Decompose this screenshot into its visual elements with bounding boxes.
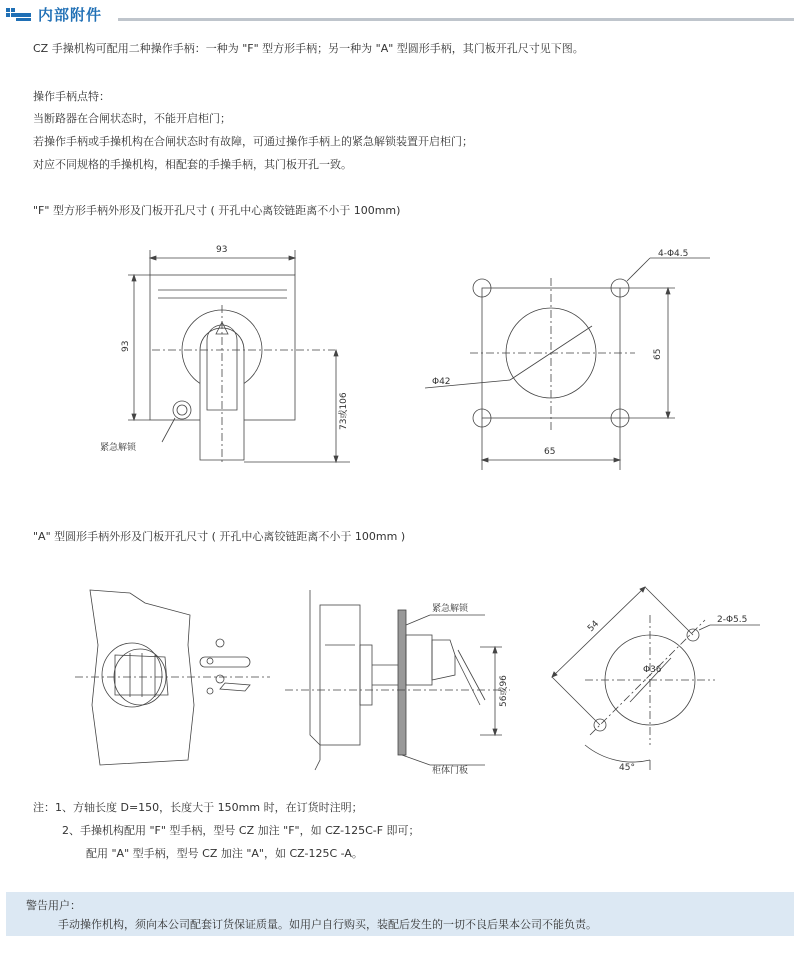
a-cutout-drawing: [545, 580, 795, 780]
note-item: 2、手操机构配用 "F" 型手柄，型号 CZ 加注 "F"，如 CZ-125C-F 即可；: [62, 824, 420, 837]
a-emergency-label: 紧急解锁: [432, 604, 469, 614]
f-dim-h: 65: [544, 447, 556, 457]
a-door-label: 柜体门板: [432, 766, 469, 776]
warning-title: 警告用户：: [26, 899, 81, 912]
f-handle-drawing: [100, 230, 360, 470]
f-dim-width: 93: [216, 245, 228, 255]
fig-f-caption: "F" 型方形手柄外形及门板开孔尺寸 ( 开孔中心离铰链距离不小于 100mm): [33, 204, 401, 217]
feature-item: 对应不同规格的手操机构，相配套的手操手柄，其门板开孔一致。: [33, 158, 352, 171]
f-hole-label: 4-Φ4.5: [658, 249, 689, 259]
warning-box: [6, 892, 794, 936]
a-handle-drawing: [70, 585, 275, 775]
a-section-drawing: [280, 585, 540, 785]
a-hole-label: 2-Φ5.5: [717, 615, 748, 625]
f-dim-v: 65: [653, 348, 663, 360]
feature-item: 当断路器在合闸状态时，不能开启柜门；: [33, 112, 231, 125]
a-dim-diag: 54: [586, 618, 602, 635]
note-item: 注：1、方轴长度 D=150，长度大于 150mm 时，在订货时注明；: [33, 801, 363, 814]
intro-text: CZ 手操机构可配用二种操作手柄：一种为 "F" 型方形手柄；另一种为 "A" 型圆形手柄，其门板开孔尺寸见下图。: [33, 42, 584, 55]
section-title: 内部附件: [38, 6, 103, 24]
a-dim-shaft: 56或96: [499, 675, 509, 707]
warning-text: 手动操作机构，须向本公司配套订货保证质量。如用户自行购买，装配后发生的一切不良后果本公司不能负责。: [58, 918, 597, 931]
header-divider: [118, 18, 794, 21]
a-circle-label: Φ36: [643, 665, 662, 675]
section-logo-icon: [6, 8, 32, 22]
f-dim-height: 93: [121, 340, 131, 352]
f-circle-label: Φ42: [432, 377, 451, 387]
features-title: 操作手柄点特：: [33, 90, 110, 103]
f-cutout-drawing: [420, 248, 720, 478]
fig-a-caption: "A" 型圆形手柄外形及门板开孔尺寸 ( 开孔中心离铰链距离不小于 100mm ): [33, 530, 406, 543]
f-emergency-label: 紧急解锁: [100, 443, 137, 453]
a-angle-label: 45°: [619, 763, 635, 773]
section-header: [0, 0, 800, 30]
f-dim-shaft: 73或106: [339, 392, 349, 430]
feature-item: 若操作手柄或手操机构在合闸状态时有故障，可通过操作手柄上的紧急解锁装置开启柜门；: [33, 135, 473, 148]
note-item: 配用 "A" 型手柄，型号 CZ 加注 "A"，如 CZ-125C -A。: [86, 847, 363, 860]
